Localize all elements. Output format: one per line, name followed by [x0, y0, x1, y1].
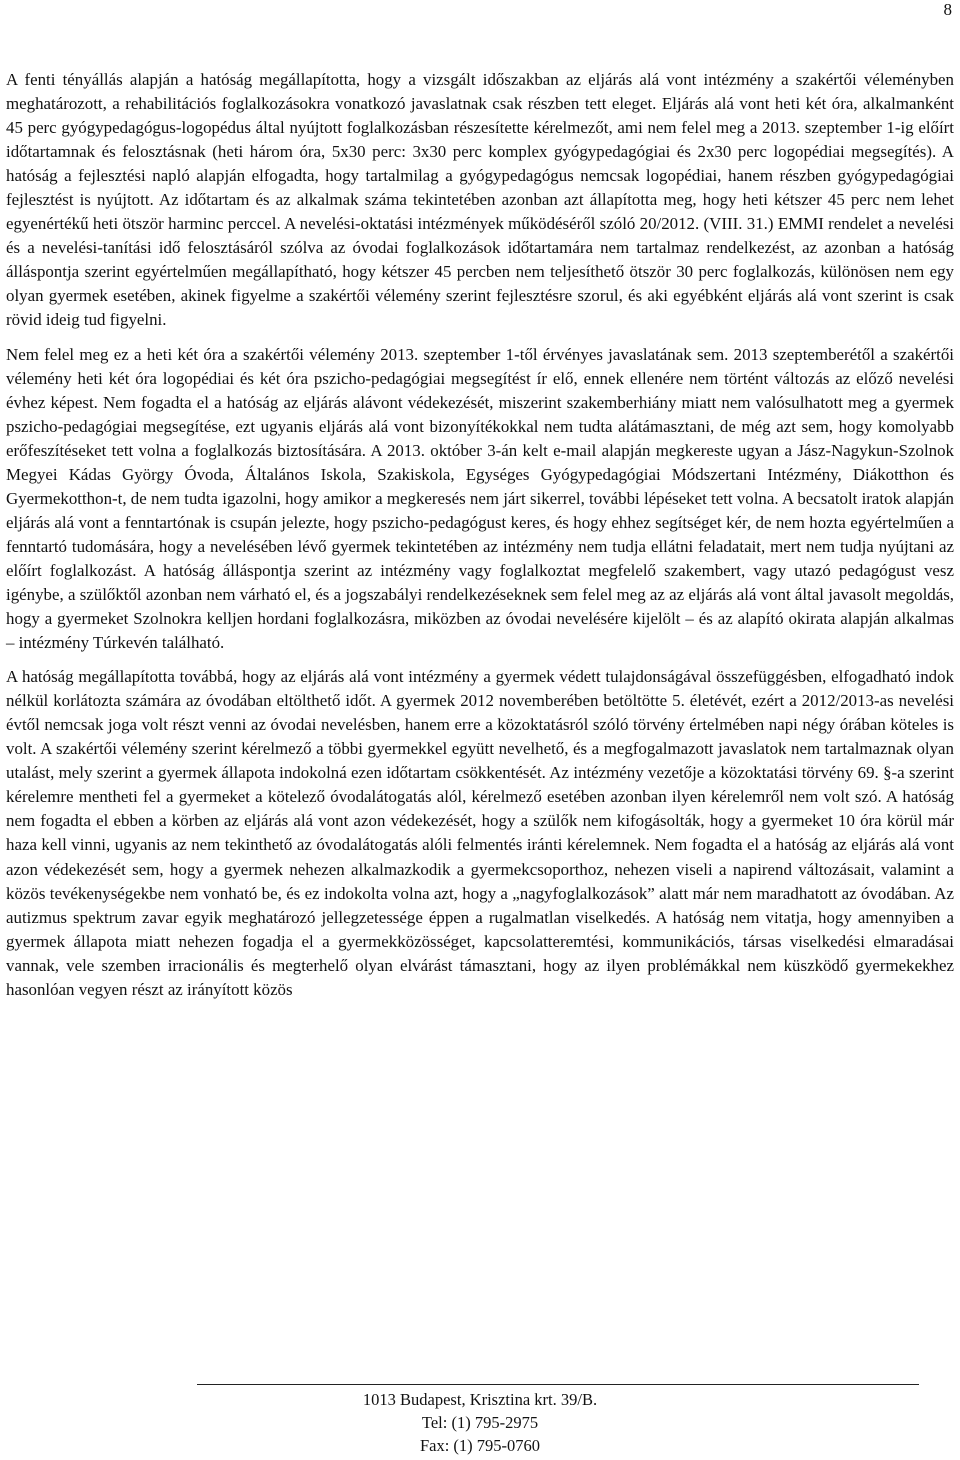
paragraph-3: A hatóság megállapította továbbá, hogy az eljárás alá vont intézmény a gyermek védett tulajdonságával összefüggésben, elfogadható indok nélkül korlátozta számára az óvodában eltölthető időt. A gyermek 2012 novemberében betöltötte 5. életévét, ezért a 2012/2013-as nevelési évtől nemcsak joga volt részt venni az óvodai nevelésben, hanem erre a közoktatásról szóló törvény értelmében napi négy órában köteles is volt. A szakértői vélemény szerint kérelmező a többi gyermekkel együtt nevelhető, és a megfogalmazott javaslatok nem tartalmaznak olyan utalást, mely szerint a gyermek állapota indokolná ezen időtartam csökkentését. Az intézmény vezetője a közoktatási törvény 69. §-a szerint kérelemre mentheti fel a gyermeket a kötelező óvodalátogatás alól, kérelmező esetében azonban ilyen kérelemről nem volt szó. A hatóság nem fogadta el ebben a körben az eljárás alá vont azon védekezését, hogy a szülők nem kifogásolták, hogy a gyermeket 10 óra körül már haza kell vinni, ugyanis az nem tekinthető az óvodalátogatás alóli felmentés iránti kérelemnek. Nem fogadta el a hatóság az eljárás alá vont azon védekezését sem, hogy a gyermek nehezen alkalmazkodik a gyermekcsoporthoz, nehezen viseli a napirend változásait, valamint a közös tevékenységekbe nem vonható be, és ez indokolta volna azt, hogy a „nagyfoglalkozások” alatt már nem maradhatott az óvodában. Az autizmus spektrum zavar egyik meghatározó jellegzetessége éppen a rugalmatlan viselkedés. A hatóság nem vitatja, hogy amennyiben a gyermek állapota miatt nehezen fogadja el a gyermekközösséget, kapcsolatteremtési, kommunikációs, társas viselkedési elmaradásai vannak, vele szemben irracionális és megterhelő olyan elvárást támasztani, hogy az ilyen problémákkal nem küszködő gyermekekhez hasonlóan vegyen részt az irányított közös	[6, 667, 954, 999]
footer-divider	[197, 1384, 919, 1385]
document-body	[6, 68, 954, 1002]
footer-fax: Fax: (1) 795-0760	[419, 1436, 541, 1455]
paragraph-1: A fenti tényállás alapján a hatóság megállapította, hogy a vizsgált időszakban az eljárás alá vont intézmény a szakértői véleményben meghatározott, a rehabilitációs foglalkozásokra vonatkozó javaslatnak csak részben tett eleget. Eljárás alá vont heti két óra, alkalmanként 45 perc gyógypedagógus-logopédus által nyújtott foglalkozásban részesítette kérelmezőt, ami nem felel meg a 2013. szeptember 1-ig előírt időtartamnak és felosztásnak (heti három óra, 5x30 perc: 3x30 perc komplex gyógypedagógiai és 2x30 perc logopédiai megsegítés). A hatóság a fejlesztési napló alapján elfogadta, hogy tartalmilag a gyógypedagógus nemcsak logopédiai, hanem részben gyógypedagógiai fejlesztést is nyújtott. Az időtartam és az alkalmak száma tekintetében azonban azt állapította meg, hogy heti kétszer 45 perc nem lehet egyenértékű heti ötször harminc perccel. A nevelési-oktatási intézmények működéséről szóló 20/2012. (VIII. 31.) EMMI rendelet a nevelési és a nevelési-tanítási idő felosztásáról szólva az óvodai foglalkozások időtartamára nem tartalmaz rendelkezést, az azonban a hatóság álláspontja szerint egyértelműen megállapítható, hogy kétszer 45 percben nem teljesíthető ötször 30 perc foglalkozás, különösen nem egy olyan gyermek esetében, akinek figyelme a szakértői vélemény szerint fejlesztésre szorul, és aki egyébként eljárás alá vont szerint is csak rövid ideig tud figyelni.	[6, 70, 954, 330]
footer-phone: Tel: (1) 795-2975	[421, 1413, 539, 1432]
footer	[0, 1388, 960, 1457]
page-number: 8	[943, 0, 952, 19]
paragraph-2: Nem felel meg ez a heti két óra a szakértői vélemény 2013. szeptember 1-től érvényes javaslatának sem. 2013 szeptemberétől a szakértői vélemény heti két óra logopédiai és két óra pszicho-pedagógiai megsegítést ír elő, ennek ellenére nem történt változás az előző nevelési évhez képest. Nem fogadta el a hatóság az eljárás alávont védekezését, miszerint szakemberhiány miatt nem valósulhatott meg a gyermek pszicho-pedagógiai megsegítése, ezt ugyanis eljárás alá vont bizonyítékokkal nem tudta alátámasztani, de még azt sem, hogy komolyabb erőfeszítéseket tett volna a foglalkozás biztosítására. A 2013. október 3-án kelt e-mail alapján megkereste ugyan a Jász-Nagykun-Szolnok Megyei Kádas György Óvoda, Általános Iskola, Szakiskola, Egységes Gyógypedagógiai Módszertani Intézmény, Diákotthon és Gyermekotthon-t, de nem tudta igazolni, hogy amikor a megkeresés nem járt sikerrel, további lépéseket tett volna. A becsatolt iratok alapján eljárás alá vont a fenntartónak is csupán jelezte, hogy pszicho-pedagógust keres, és hogy ehhez segítséget kér, de nem hozta egyértelműen a fenntartó tudomására, hogy a nevelésében lévő gyermek tekintetében az intézmény nem tudja ellátni feladatait, mert nem tudja nyújtani az előírt foglalkozást. A hatóság álláspontja szerint az intézmény vagy foglalkoztat megfelelő szakembert, vagy utazó pedagógust vesz igénybe, a szülőktől azonban nem várható el, és a jogszabályi rendelkezéseknek sem felel meg az az eljárás alá vont által javasolt megoldás, hogy a gyermeket Szolnokra kelljen hordani foglalkozásra, miközben az óvodai nevelésére kijelölt – és az alapító okirata alapján alkalmas – intézmény Túrkevén található.	[6, 344, 954, 653]
footer-address: 1013 Budapest, Krisztina krt. 39/B.	[362, 1390, 598, 1409]
